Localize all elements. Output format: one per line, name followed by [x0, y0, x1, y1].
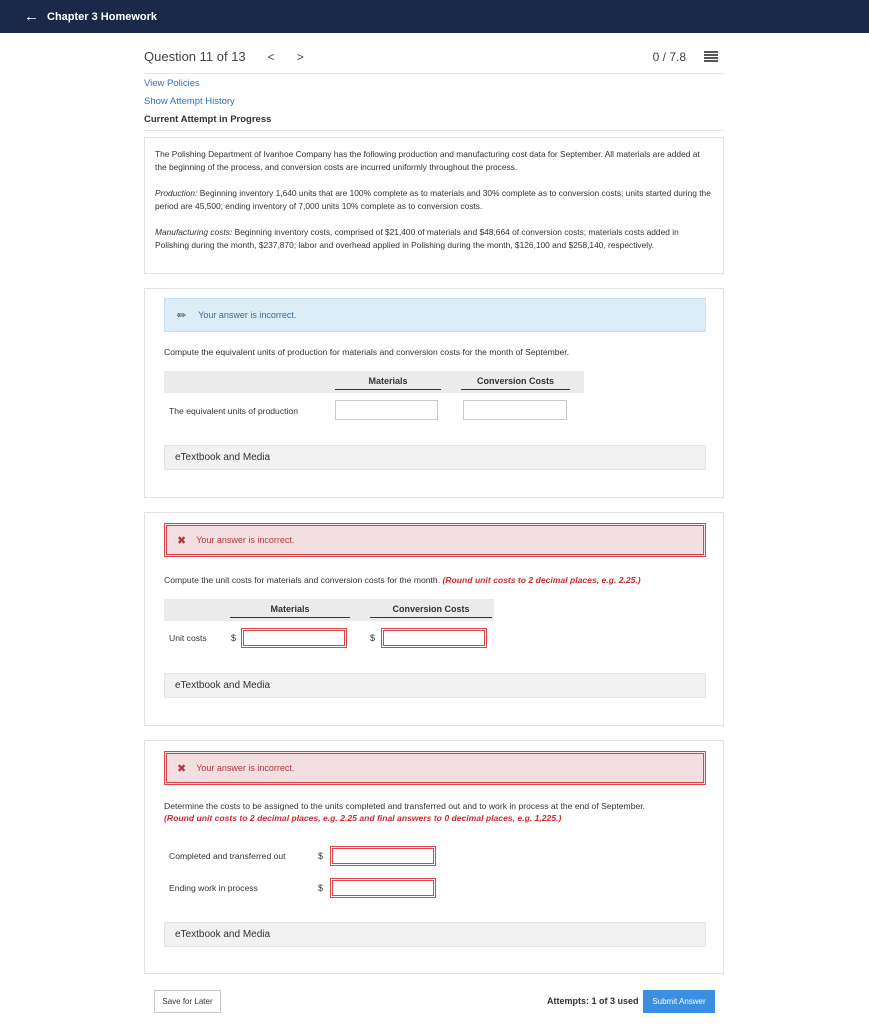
question-part-3	[144, 740, 724, 974]
etextbook-media-link[interactable]: eTextbook and Media	[164, 922, 706, 947]
status-text: Your answer is incorrect.	[196, 763, 295, 773]
save-for-later-button[interactable]: Save for Later	[154, 990, 221, 1013]
table-header	[164, 371, 584, 393]
question-header	[144, 40, 724, 74]
currency-symbol: $	[318, 851, 324, 861]
col-conversion: Conversion Costs	[461, 375, 570, 390]
equivalent-units-label: The equivalent units of production	[169, 406, 298, 416]
ending-wip-label: Ending work in process	[169, 883, 258, 893]
unit-cost-materials-input[interactable]	[241, 628, 347, 648]
pencil-icon: ✏	[177, 309, 187, 322]
status-banner	[164, 751, 706, 785]
assignment-title[interactable]: Chapter 3 Homework	[47, 10, 158, 23]
question-score: 0 / 7.8	[652, 49, 686, 64]
part-prompt: Compute the unit costs for materials and conversion costs for the month. (Round unit costs to 2 decimal places, e.g. 2.25.)	[164, 575, 641, 585]
view-policies-link[interactable]: View Policies	[144, 78, 200, 89]
prev-question-button[interactable]: <	[267, 49, 275, 64]
unit-costs-label: Unit costs	[169, 633, 207, 643]
part-prompt: Determine the costs to be assigned to the units completed and transferred out and to work in process at the end of September. (Round unit costs to 2 decimal places, e.g. 2.25 and final answers to 0 decimal places, e.g. 1,225.)	[164, 801, 646, 823]
equivalent-units-materials-input[interactable]	[335, 400, 438, 420]
col-materials: Materials	[230, 603, 350, 618]
ending-wip-input[interactable]	[330, 878, 436, 898]
list-icon[interactable]	[704, 51, 718, 63]
question-part-1	[144, 288, 724, 498]
status-text: Your answer is incorrect.	[196, 535, 295, 545]
table-header	[164, 599, 494, 621]
etextbook-media-link[interactable]: eTextbook and Media	[164, 673, 706, 698]
show-attempt-history-link[interactable]: Show Attempt History	[144, 96, 235, 107]
currency-symbol: $	[231, 633, 237, 643]
status-text: Your answer is incorrect.	[198, 310, 297, 320]
question-number: Question 11 of 13	[144, 49, 246, 64]
problem-intro: The Polishing Department of Ivanhoe Company has the following production and manufacturing cost data for September. All materials are added at the beginning of the process, and conversion costs are incurred uniformly throughout the process.	[155, 149, 700, 172]
rounding-note: (Round unit costs to 2 decimal places, e.g. 2.25 and final answers to 0 decimal places, e.g. 1,225.)	[164, 813, 562, 823]
next-question-button[interactable]: >	[296, 49, 304, 64]
status-banner	[164, 523, 706, 557]
x-icon: ✖	[177, 534, 187, 547]
completed-transferred-input[interactable]	[330, 846, 436, 866]
arrow-left-icon[interactable]: ←	[24, 8, 39, 25]
status-banner	[164, 298, 706, 332]
col-conversion: Conversion Costs	[370, 603, 492, 618]
submit-answer-button[interactable]: Submit Answer	[643, 990, 715, 1013]
etextbook-media-link[interactable]: eTextbook and Media	[164, 445, 706, 470]
attempts-counter: Attempts: 1 of 3 used	[547, 996, 639, 1006]
equivalent-units-conversion-input[interactable]	[463, 400, 567, 420]
problem-costs: Manufacturing costs: Beginning inventory costs, comprised of $21,400 of materials and $48,664 of conversion costs; materials costs added in Polishing during the month, $237,870; labor and overhead applied in Polishing during the month, $126,100 and $258,140, respectively.	[155, 227, 679, 250]
unit-cost-conversion-input[interactable]	[381, 628, 487, 648]
col-materials: Materials	[335, 375, 441, 390]
question-part-2	[144, 512, 724, 726]
completed-transferred-label: Completed and transferred out	[169, 851, 286, 861]
attempt-links	[144, 77, 271, 127]
problem-statement	[144, 137, 724, 274]
current-attempt-label: Current Attempt in Progress	[144, 114, 272, 125]
currency-symbol: $	[318, 883, 324, 893]
rounding-note: (Round unit costs to 2 decimal places, e.g. 2.25.)	[442, 575, 641, 585]
top-bar	[0, 0, 869, 33]
currency-symbol: $	[370, 633, 376, 643]
problem-production: Production: Beginning inventory 1,640 units that are 100% complete as to materials and 30% complete as to conversion costs; units started during the period are 45,500; ending inventory of 7,000 units 10% complete as to conversion costs.	[155, 188, 711, 211]
x-icon: ✖	[177, 762, 187, 775]
divider	[144, 130, 724, 131]
part-prompt: Compute the equivalent units of production for materials and conversion costs for the month of September.	[164, 347, 570, 357]
